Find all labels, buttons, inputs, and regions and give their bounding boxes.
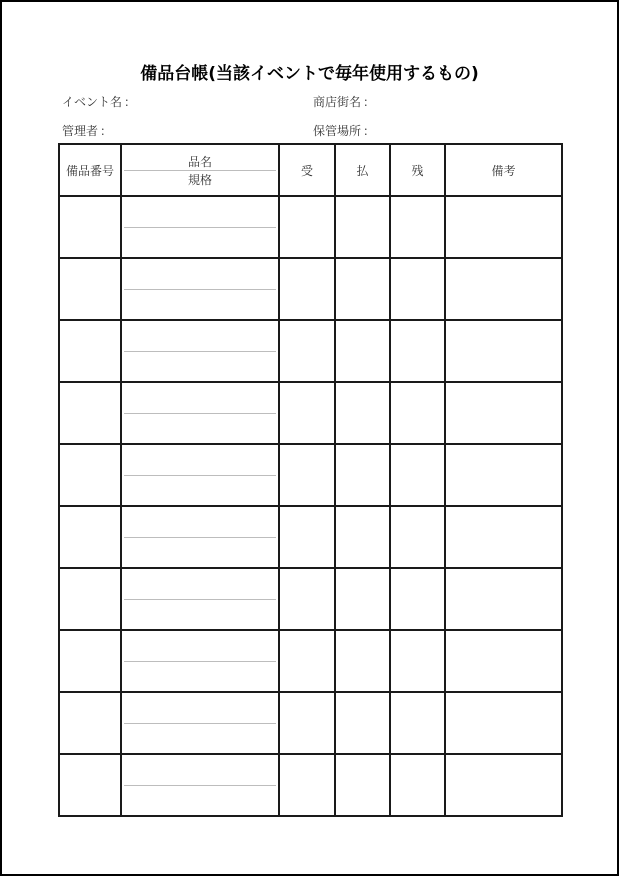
header-spec: 規格	[187, 172, 212, 187]
table-row	[59, 444, 562, 506]
table-row	[59, 320, 562, 382]
event-name-colon: ：	[124, 95, 137, 109]
storage-place-label: 保管場所	[313, 124, 362, 138]
cell-item-name-spec	[121, 382, 279, 444]
cell-remaining	[390, 568, 445, 630]
cell-remaining	[390, 444, 445, 506]
cell-paid	[335, 506, 390, 568]
cell-item-name	[124, 755, 276, 786]
table-row	[59, 568, 562, 630]
cell-paid	[335, 692, 390, 754]
cell-item-number	[59, 258, 121, 320]
cell-paid	[335, 754, 390, 816]
shop-street-field	[313, 93, 375, 110]
cell-item-number	[59, 692, 121, 754]
cell-item-name-spec	[121, 568, 279, 630]
cell-remaining	[390, 692, 445, 754]
cell-remaining	[390, 630, 445, 692]
cell-spec	[124, 476, 276, 506]
administrator-colon: ：	[100, 124, 113, 138]
table-row	[59, 754, 562, 816]
header-paid: 払	[335, 144, 390, 196]
cell-remaining	[390, 754, 445, 816]
cell-item-name	[124, 383, 276, 414]
cell-item-name	[124, 569, 276, 600]
cell-item-name	[124, 507, 276, 538]
cell-notes	[445, 506, 562, 568]
cell-item-number	[59, 444, 121, 506]
cell-paid	[335, 258, 390, 320]
cell-paid	[335, 444, 390, 506]
cell-item-name	[124, 321, 276, 352]
cell-item-name	[124, 445, 276, 476]
cell-item-name-spec	[121, 692, 279, 754]
header-received: 受	[279, 144, 335, 196]
cell-received	[279, 382, 335, 444]
cell-remaining	[390, 382, 445, 444]
shop-street-label: 商店街名	[313, 95, 362, 109]
page-title: 備品台帳(当該イベントで毎年使用するもの)	[140, 64, 479, 84]
cell-notes	[445, 568, 562, 630]
cell-remaining	[390, 258, 445, 320]
administrator-field	[62, 122, 112, 139]
cell-item-name	[124, 259, 276, 290]
cell-paid	[335, 382, 390, 444]
cell-item-name	[124, 693, 276, 724]
cell-spec	[124, 724, 276, 754]
table-row	[59, 630, 562, 692]
cell-notes	[445, 444, 562, 506]
header-notes: 備考	[445, 144, 562, 196]
cell-paid	[335, 320, 390, 382]
cell-item-name-spec	[121, 196, 279, 258]
cell-notes	[445, 320, 562, 382]
cell-notes	[445, 630, 562, 692]
cell-item-number	[59, 382, 121, 444]
cell-received	[279, 258, 335, 320]
cell-remaining	[390, 506, 445, 568]
cell-spec	[124, 662, 276, 692]
cell-paid	[335, 568, 390, 630]
cell-notes	[445, 754, 562, 816]
cell-item-number	[59, 754, 121, 816]
cell-received	[279, 754, 335, 816]
cell-item-number	[59, 568, 121, 630]
cell-item-number	[59, 320, 121, 382]
table-row	[59, 196, 562, 258]
equipment-ledger-table	[58, 143, 563, 817]
cell-item-name	[124, 197, 276, 228]
cell-remaining	[390, 196, 445, 258]
table-row	[59, 382, 562, 444]
event-name-label: イベント名	[62, 95, 123, 109]
cell-paid	[335, 630, 390, 692]
storage-place-colon: ：	[363, 124, 376, 138]
cell-item-name-spec	[121, 444, 279, 506]
header-item-name: 品名	[124, 153, 276, 171]
cell-spec	[124, 414, 276, 444]
shop-street-colon: ：	[363, 95, 376, 109]
cell-spec	[124, 228, 276, 258]
cell-item-number	[59, 630, 121, 692]
cell-notes	[445, 692, 562, 754]
storage-place-field	[313, 122, 375, 139]
cell-received	[279, 196, 335, 258]
cell-received	[279, 630, 335, 692]
cell-notes	[445, 196, 562, 258]
header-item-name-spec	[121, 144, 279, 196]
cell-item-name-spec	[121, 506, 279, 568]
cell-item-number	[59, 196, 121, 258]
header-remaining: 残	[390, 144, 445, 196]
cell-item-name-spec	[121, 754, 279, 816]
cell-item-name-spec	[121, 630, 279, 692]
cell-remaining	[390, 320, 445, 382]
table-row	[59, 506, 562, 568]
cell-item-name	[124, 631, 276, 662]
cell-spec	[124, 600, 276, 630]
cell-spec	[124, 352, 276, 382]
administrator-label: 管理者	[62, 124, 99, 138]
cell-item-name-spec	[121, 320, 279, 382]
header-item-number: 備品番号	[59, 144, 121, 196]
cell-received	[279, 506, 335, 568]
cell-item-name-spec	[121, 258, 279, 320]
cell-notes	[445, 382, 562, 444]
table-header-row	[59, 144, 562, 196]
cell-notes	[445, 258, 562, 320]
cell-item-number	[59, 506, 121, 568]
cell-received	[279, 692, 335, 754]
cell-received	[279, 568, 335, 630]
event-name-field	[62, 93, 136, 110]
cell-received	[279, 320, 335, 382]
table-row	[59, 258, 562, 320]
cell-spec	[124, 786, 276, 816]
table-row	[59, 692, 562, 754]
cell-paid	[335, 196, 390, 258]
cell-spec	[124, 538, 276, 568]
cell-spec	[124, 290, 276, 320]
cell-received	[279, 444, 335, 506]
